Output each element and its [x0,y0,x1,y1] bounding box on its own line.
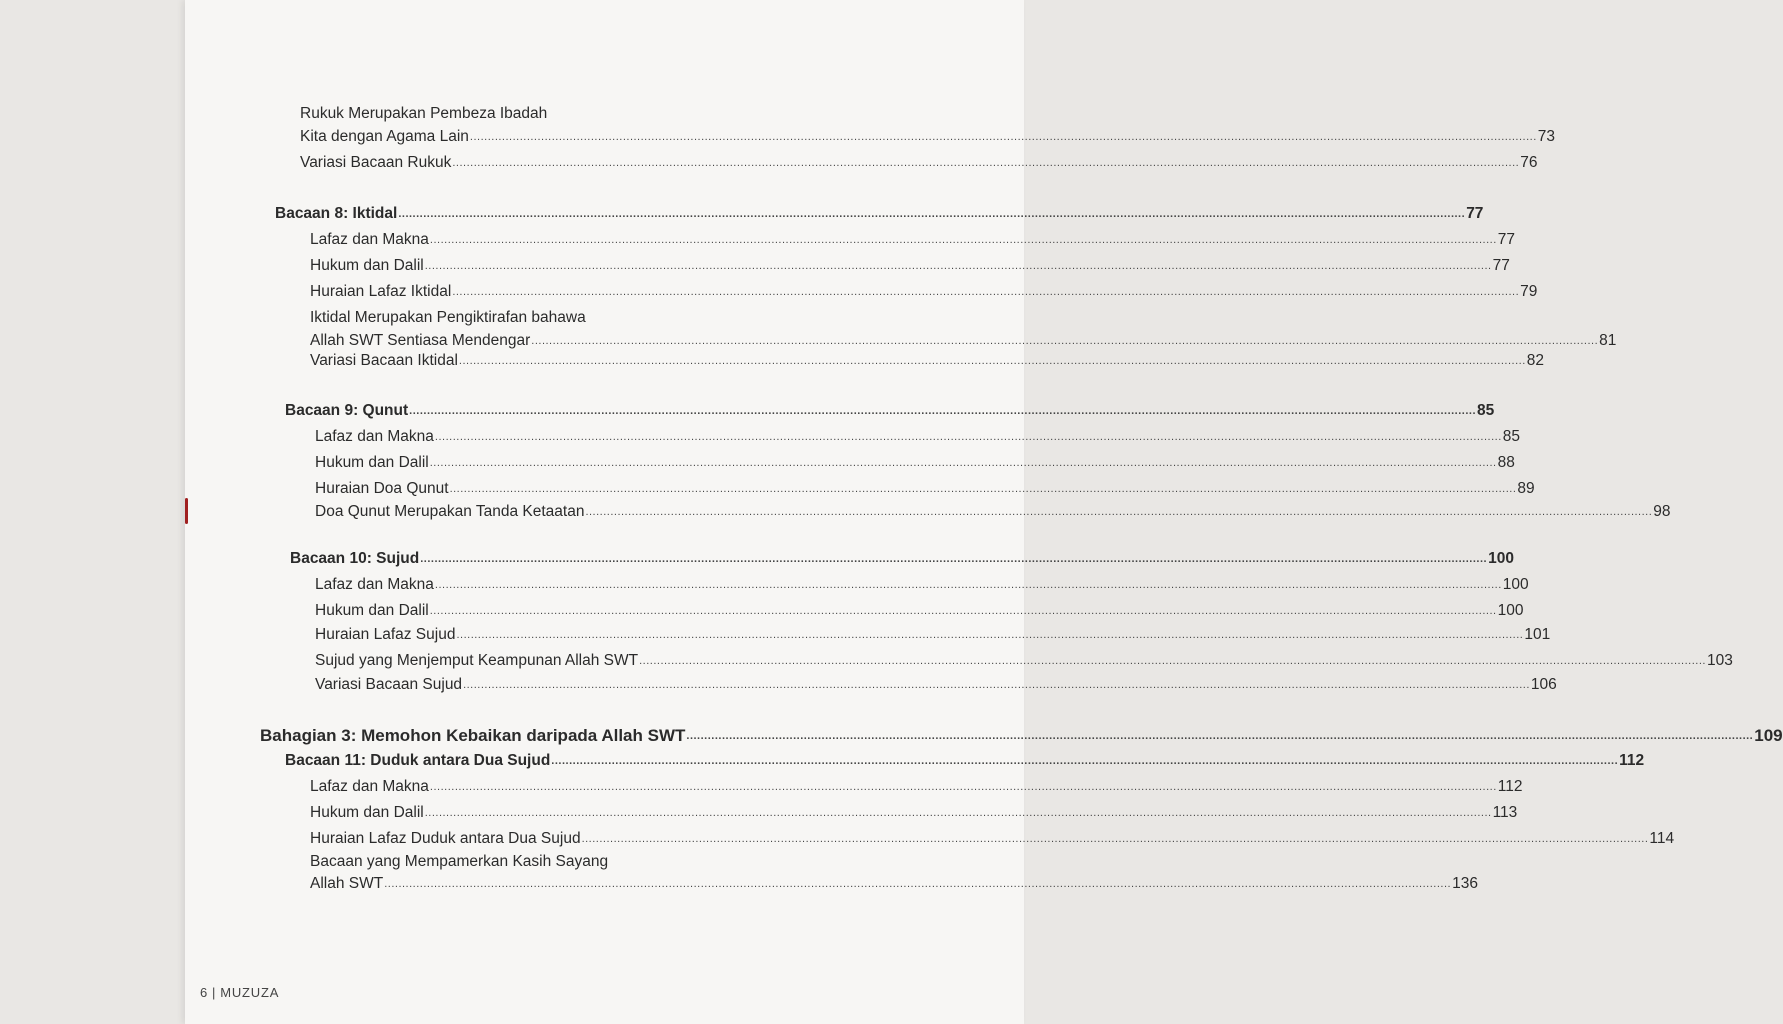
dot-leader: ............................................................................................................................................................................................................................................................................................................ [531,335,1599,347]
toc-sub-entry [300,152,1538,173]
table-of-contents [185,0,1783,1024]
toc-page-number: 79 [1520,283,1538,300]
toc-sub-entry [315,478,1535,499]
toc-sub-entry [315,574,1529,595]
toc-page-number: 136 [1452,875,1478,892]
toc-entry-title: Lafaz dan Makna [315,428,434,445]
toc-page-number: 77 [1466,205,1484,222]
toc-sub-entry [310,776,1523,797]
toc-entry-title: Variasi Bacaan Rukuk [300,154,452,171]
toc-page-number: 103 [1706,652,1733,669]
toc-section-entry [290,548,1514,569]
toc-page-number: 106 [1530,676,1557,693]
toc-entry-title: Hukum dan Dalil [310,804,424,821]
toc-page-number: 114 [1649,830,1675,847]
footer-book-title: MUZUZA [220,985,280,1000]
toc-entry-title: Huraian Lafaz Duduk antara Dua Sujud [310,830,581,847]
toc-page-number: 73 [1537,128,1556,145]
toc-entry-title: Bacaan 11: Duduk antara Dua Sujud [285,752,551,769]
book-page [185,0,1783,1024]
toc-entry-title: Allah SWT [310,875,384,892]
toc-entry-title: Huraian Lafaz Iktidal [310,283,452,300]
footer-separator: | [212,985,217,1000]
dot-leader: ............................................................................................................................................................................................................................................................................................................ [429,605,1497,617]
toc-entry-title: Variasi Bacaan Sujud [315,676,463,693]
toc-entry-title: Bacaan 10: Sujud [290,550,420,567]
toc-entry-title: Hukum dan Dalil [310,257,424,274]
toc-entry-title: Allah SWT Sentiasa Mendengar [310,332,531,349]
toc-entry-title: Kita dengan Agama Lain [300,128,469,145]
toc-page-number: 112 [1619,752,1645,769]
dot-leader: ............................................................................................................................................................................................................................................................................................................ [469,131,1537,143]
toc-page-number: 109 [1754,726,1783,745]
toc-entry-title: Hukum dan Dalil [315,602,429,619]
toc-page-number: 85 [1477,402,1495,419]
dot-leader: ............................................................................................................................................................................................................................................................................................................ [456,629,1524,641]
dot-leader: ............................................................................................................................................................................................................................................................................................................ [581,833,1649,845]
footer-page-number: 6 [200,985,209,1000]
toc-entry-title: Huraian Lafaz Sujud [315,626,456,643]
toc-sub-entry [315,674,1557,695]
dot-leader: ............................................................................................................................................................................................................................................................................................................ [429,234,1497,246]
toc-entry-title: Bahagian 3: Memohon Kebaikan daripada Allah SWT [260,726,686,745]
toc-sub-entry [310,255,1510,276]
toc-page-number: 100 [1502,576,1529,593]
toc-entry-title: Lafaz dan Makna [310,778,429,795]
toc-sub-entry [315,452,1515,473]
dot-leader: ............................................................................................................................................................................................................................................................................................................ [424,807,1492,819]
toc-entry-title: Sujud yang Menjemput Keampunan Allah SWT [315,652,639,669]
dot-leader: ............................................................................................................................................................................................................................................................................................................ [398,208,1466,220]
toc-page-number: 77 [1492,257,1510,274]
toc-entry-title: Lafaz dan Makna [310,231,429,248]
toc-page-number: 101 [1524,626,1551,643]
toc-section-entry [275,203,1484,224]
toc-sub-entry [310,330,1617,351]
dot-leader: ............................................................................................................................................................................................................................................................................................................ [449,483,1517,495]
toc-entry-title: Variasi Bacaan Iktidal [310,352,458,369]
toc-entry-title-line1: Rukuk Merupakan Pembeza Ibadah [300,105,548,122]
toc-entry-title-line1: Iktidal Merupakan Pengiktirafan bahawa [310,309,586,326]
toc-page-number: 88 [1497,454,1515,471]
toc-page-number: 82 [1526,352,1545,369]
toc-sub-entry [315,501,1671,522]
dot-leader: ............................................................................................................................................................................................................................................................................................................ [452,286,1520,298]
toc-entry-title: Hukum dan Dalil [315,454,429,471]
toc-entry-title-line1: Bacaan yang Mempamerkan Kasih Sayang [310,853,609,870]
toc-sub-entry [315,650,1733,671]
toc-sub-entry [315,600,1524,621]
toc-page-number: 89 [1517,480,1535,497]
toc-page-number: 77 [1497,231,1516,248]
toc-section-entry [285,750,1645,771]
dot-leader: ............................................................................................................................................................................................................................................................................................................ [420,553,1488,565]
dot-leader: ............................................................................................................................................................................................................................................................................................................ [424,260,1492,272]
page-footer [200,985,279,1000]
toc-entry-title: Lafaz dan Makna [315,576,434,593]
toc-section-entry [285,400,1495,421]
dot-leader: ............................................................................................................................................................................................................................................................................................................ [458,355,1526,367]
toc-entry-title: Bacaan 9: Qunut [285,402,409,419]
toc-page-number: 100 [1497,602,1524,619]
dot-leader: ............................................................................................................................................................................................................................................................................................................ [686,730,1754,742]
toc-page-number: 81 [1599,332,1617,349]
dot-leader: ............................................................................................................................................................................................................................................................................................................ [429,457,1497,469]
toc-entry-title: Huraian Doa Qunut [315,480,449,497]
dot-leader: ............................................................................................................................................................................................................................................................................................................ [551,755,1619,767]
dot-leader: ............................................................................................................................................................................................................................................................................................................ [384,878,1452,890]
toc-sub-entry [310,828,1675,849]
toc-page-number: 76 [1520,154,1538,171]
toc-sub-entry [310,350,1545,371]
toc-page-number: 100 [1488,550,1514,567]
dot-leader: ............................................................................................................................................................................................................................................................................................................ [409,405,1477,417]
toc-sub-entry [300,126,1556,147]
toc-sub-entry [310,229,1516,250]
toc-sub-entry [315,624,1551,645]
dot-leader: ............................................................................................................................................................................................................................................................................................................ [434,431,1502,443]
toc-part-entry [260,725,1783,746]
dot-leader: ............................................................................................................................................................................................................................................................................................................ [434,579,1502,591]
toc-entry-title: Bacaan 8: Iktidal [275,205,398,222]
toc-entry-title: Doa Qunut Merupakan Tanda Ketaatan [315,503,585,520]
toc-sub-entry [310,802,1518,823]
dot-leader: ............................................................................................................................................................................................................................................................................................................ [463,679,1530,691]
dot-leader: ............................................................................................................................................................................................................................................................................................................ [585,506,1653,518]
dot-leader: ............................................................................................................................................................................................................................................................................................................ [452,157,1520,169]
toc-page-number: 85 [1502,428,1521,445]
toc-sub-entry [310,873,1478,894]
dot-leader: ............................................................................................................................................................................................................................................................................................................ [429,781,1497,793]
toc-sub-entry [315,426,1521,447]
toc-page-number: 112 [1497,778,1523,795]
dot-leader: ............................................................................................................................................................................................................................................................................................................ [639,655,1706,667]
toc-page-number: 113 [1492,804,1518,821]
toc-sub-entry [310,281,1538,302]
toc-page-number: 98 [1653,503,1671,520]
